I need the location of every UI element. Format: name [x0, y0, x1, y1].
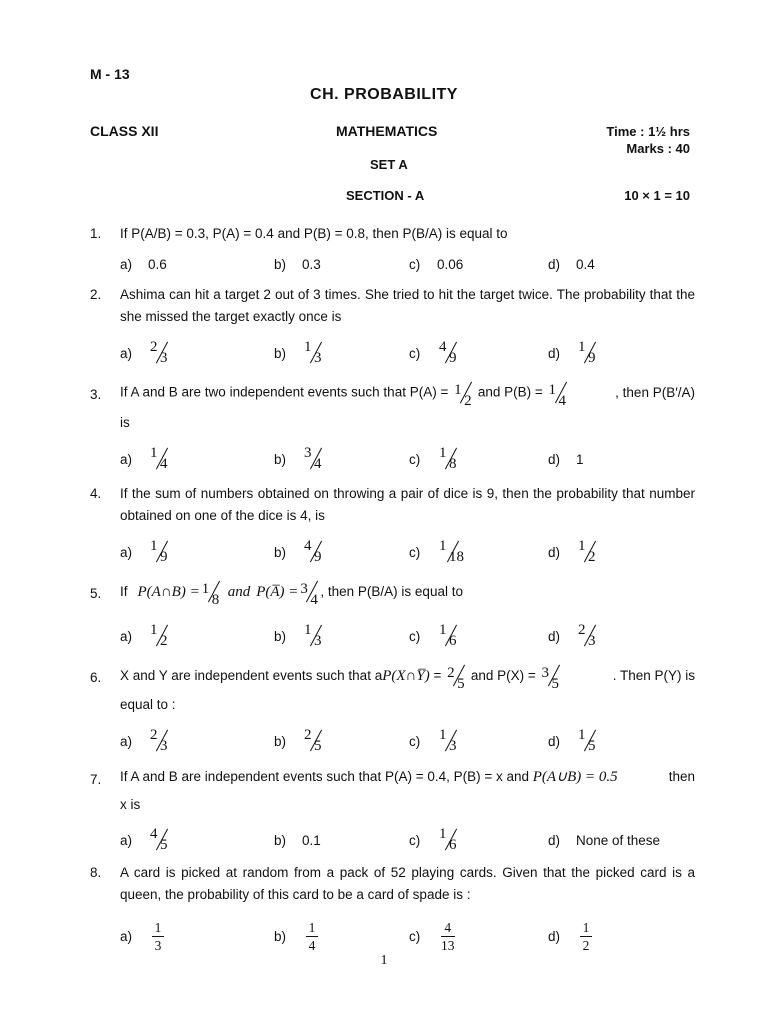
fraction: 1 2	[150, 622, 168, 649]
option-label: c)	[409, 544, 421, 560]
fraction: 1 8	[439, 445, 457, 472]
option-d	[548, 621, 598, 651]
option-c	[409, 726, 459, 756]
fraction: 1 6	[439, 826, 457, 853]
fraction: 4 9	[304, 538, 322, 565]
fraction: 1 3	[304, 339, 322, 366]
question-number: 5.	[90, 586, 102, 601]
question-number: 6.	[90, 670, 102, 685]
question-text: equal to :	[120, 697, 176, 712]
option-c	[409, 444, 459, 474]
option-b	[274, 825, 321, 855]
option-value: 0.06	[437, 256, 464, 272]
option-label: c)	[409, 256, 421, 272]
option-label: d)	[548, 832, 561, 848]
option-c	[409, 338, 459, 368]
option-label: b)	[274, 256, 287, 272]
option-a	[120, 621, 170, 651]
marks-label: Marks : 40	[626, 141, 690, 156]
fraction: 1 5	[578, 727, 596, 754]
option-a	[120, 825, 170, 855]
question-text-line: If P(A∩B) = 1 8 and P(A̅) = 3 4 , then P(B/A) is equal to	[120, 581, 463, 608]
option-d	[548, 921, 592, 951]
option-c	[409, 921, 455, 951]
subject-label: MATHEMATICS	[336, 123, 438, 139]
fraction: 4 13	[441, 919, 455, 953]
fraction: 1 9	[150, 538, 168, 565]
option-label: d)	[548, 628, 561, 644]
fraction: 1 3	[304, 622, 322, 649]
option-label: a)	[120, 451, 133, 467]
question-text: Ashima can hit a target 2 out of 3 times. She tried to hit the target twice. The probability that the she missed the target exactly once is	[120, 287, 695, 324]
option-label: a)	[120, 733, 133, 749]
option-d	[548, 249, 595, 279]
option-b	[274, 537, 324, 567]
fraction: 2 3	[150, 339, 168, 366]
fraction: 1 2	[578, 538, 596, 565]
fraction: 1 18	[439, 538, 464, 565]
option-a	[120, 726, 170, 756]
option-b	[274, 621, 324, 651]
option-a	[120, 537, 170, 567]
math-expression: P(X∩Y̅)	[382, 668, 430, 684]
option-c	[409, 537, 465, 567]
option-d	[548, 726, 598, 756]
question-text: x is	[120, 797, 141, 812]
fraction: 1 2	[580, 920, 592, 953]
option-d	[548, 444, 584, 474]
option-b	[274, 444, 324, 474]
fraction: 2 5	[447, 665, 465, 692]
question-number: 4.	[90, 486, 102, 501]
option-label: d)	[548, 544, 561, 560]
option-label: a)	[120, 544, 133, 560]
option-label: c)	[409, 832, 421, 848]
option-value: 1	[576, 451, 584, 467]
fraction: 1 6	[439, 622, 457, 649]
question-text: is	[120, 415, 130, 430]
math-expression: P(A∩B) =	[137, 584, 200, 600]
option-b	[274, 338, 324, 368]
fraction: 1 8	[201, 581, 220, 608]
question-number: 8.	[90, 865, 102, 880]
option-b	[274, 921, 318, 951]
option-label: d)	[548, 256, 561, 272]
question-number: 2.	[90, 287, 102, 302]
question-text: If the sum of numbers obtained on throwing a pair of dice is 9, then the probability that number obtained on one of the dice is 4, is	[120, 486, 695, 523]
fraction: 3 5	[541, 665, 560, 692]
fraction: 1 2	[454, 382, 472, 409]
option-value: 0.6	[148, 256, 167, 272]
option-label: b)	[274, 928, 287, 944]
question-number: 7.	[90, 772, 102, 787]
option-value: 0.3	[302, 256, 321, 272]
option-label: a)	[120, 628, 133, 644]
option-label: b)	[274, 451, 287, 467]
option-label: a)	[120, 256, 133, 272]
option-c	[409, 249, 463, 279]
option-label: d)	[548, 451, 561, 467]
fraction: 1 9	[578, 339, 596, 366]
option-a	[120, 249, 167, 279]
fraction: 1 3	[439, 727, 457, 754]
option-label: b)	[274, 733, 287, 749]
option-label: a)	[120, 832, 133, 848]
option-label: c)	[409, 928, 421, 944]
question-text-line: If A and B are independent events such that P(A) = 0.4, P(B) = x and P(A∪B) = 0.5 then	[120, 766, 695, 788]
fraction: 4 9	[439, 339, 457, 366]
option-value: 0.1	[302, 832, 321, 848]
option-label: d)	[548, 345, 561, 361]
option-d	[548, 338, 598, 368]
fraction: 4 5	[150, 826, 168, 853]
option-c	[409, 825, 459, 855]
option-label: a)	[120, 928, 133, 944]
question-text-line: X and Y are independent events such that a P(X∩Y̅) = 2 5 and P(X) = 3 5 . Then P(Y) is	[120, 665, 695, 692]
fraction: 1 4	[548, 382, 567, 409]
page-title: CH. PROBABILITY	[310, 86, 458, 103]
class-label: CLASS XII	[90, 123, 159, 139]
question-text: If P(A/B) = 0.3, P(A) = 0.4 and P(B) = 0.8, then P(B/A) is equal to	[120, 226, 508, 241]
option-label: a)	[120, 345, 133, 361]
option-a	[120, 921, 164, 951]
fraction: 3 4	[304, 445, 322, 472]
option-label: b)	[274, 544, 287, 560]
fraction: 2 3	[578, 622, 596, 649]
option-label: b)	[274, 628, 287, 644]
math-expression: P(A̅) =	[256, 584, 299, 600]
option-a	[120, 338, 170, 368]
option-label: d)	[548, 733, 561, 749]
question-number: 1.	[90, 226, 102, 241]
option-value: 0.4	[576, 256, 595, 272]
fraction: 3 4	[300, 581, 318, 608]
question-number: 3.	[90, 387, 102, 402]
option-b	[274, 726, 324, 756]
fraction: 1 4	[150, 445, 168, 472]
option-label: c)	[409, 345, 421, 361]
fraction: 1 3	[152, 920, 164, 953]
page-number: 1	[380, 953, 388, 968]
option-label: b)	[274, 832, 287, 848]
time-label: Time : 1½ hrs	[606, 124, 690, 139]
option-label: b)	[274, 345, 287, 361]
option-label: c)	[409, 628, 421, 644]
option-value: None of these	[576, 832, 661, 848]
fraction: 1 4	[306, 920, 318, 953]
option-a	[120, 444, 170, 474]
section-label: SECTION - A	[346, 188, 425, 203]
option-label: c)	[409, 733, 421, 749]
option-d	[548, 825, 660, 855]
question-text-line: If A and B are two independent events such that P(A) = 1 2 and P(B) = 1 4 , then P(B′/A)	[120, 382, 695, 409]
paper-code: M - 13	[90, 66, 130, 82]
option-d	[548, 537, 598, 567]
option-label: d)	[548, 928, 561, 944]
fraction: 2 3	[150, 727, 168, 754]
set-label: SET A	[370, 157, 408, 172]
section-marks: 10 × 1 = 10	[624, 188, 690, 203]
question-text: A card is picked at random from a pack of 52 playing cards. Given that the picked card is a queen, the probability of this card to be a card of spade is :	[120, 865, 695, 902]
math-expression: P(A∪B) = 0.5	[532, 769, 618, 785]
option-b	[274, 249, 321, 279]
option-label: c)	[409, 451, 421, 467]
fraction: 2 5	[304, 727, 322, 754]
option-c	[409, 621, 459, 651]
